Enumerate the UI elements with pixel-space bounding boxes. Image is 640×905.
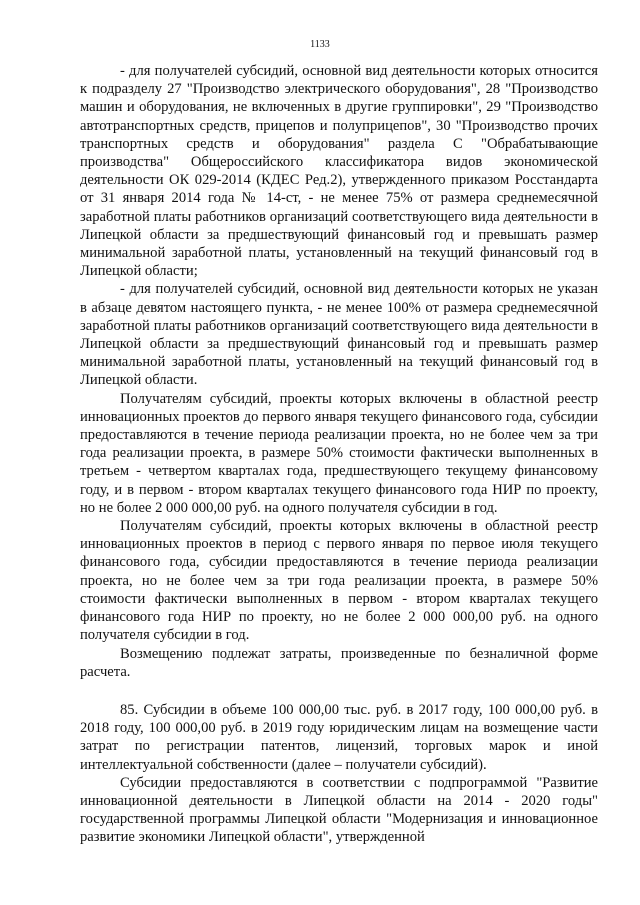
paragraph-subprogram: Субсидии предоставляются в соответствии с подпрограммой "Развитие инновационной деятельности в Липецкой области на 2014 - 2020 годы" государственной программы Липецкой области "Модернизация и инновационное развитие экономики Липецкой области", утвержденной (80, 774, 598, 846)
document-body (80, 62, 598, 847)
paragraph-subsidy-recipients-other: - для получателей субсидий, основной вид деятельности которых не указан в абзаце девятом настоящего пункта, - не менее 100% от размера среднемесячной заработной платы работников организаций соответствующего вида деятельности в Липецкой области за предшествующий финансовый год и превышать размер минимальной заработной платы, установленный на текущий финансовый год в Липецкой области. (80, 281, 598, 389)
paragraph-cashless-costs: Возмещению подлежат затраты, произведенные по безналичной форме расчета. (80, 645, 598, 680)
paragraph-projects-before-january: Получателям субсидий, проекты которых включены в областной реестр инновационных проектов до первого января текущего финансового года, субсидии предоставляются в течение периода реализации проекта, но не более чем за три года реализации проекта, в размере 50% стоимости фактически выполненных в третьем - четвертом кварталах года, предшествующего текущему финансовому году, и в первом - втором кварталах текущего финансового года НИР по проекту, но не более 2 000 000,00 руб. на одного получателя субсидии в год. (80, 390, 598, 516)
section-gap (80, 681, 598, 701)
paragraph-projects-january-july: Получателям субсидий, проекты которых включены в областной реестр инновационных проектов в период с первого января по первое июля текущего финансового года, субсидии предоставляются в течение периода реализации проекта, но не более чем за три года реализации проекта, в размере 50% стоимости фактически выполненных в первом - втором кварталах текущего финансового года НИР по проекту, но не более 2 000 000,00 руб. на одного получателя субсидии в год. (80, 518, 598, 644)
paragraph-item-85: 85. Субсидии в объеме 100 000,00 тыс. руб. в 2017 году, 100 000,00 руб. в 2018 году, 100 000,00 руб. в 2019 году юридическим лицам на возмещение части затрат по регистрации патентов, лицензий, торговых марок и иной интеллектуальной собственности (далее – получатели субсидий). (80, 701, 598, 773)
paragraph-subsidy-recipients-sections: - для получателей субсидий, основной вид деятельности которых относится к подразделу 27 "Производство электрического оборудования", 28 "Производство машин и оборудования, не включенных в другие группировки", 29 "Производство автотранспортных средств, прицепов и полуприцепов", 30 "Производство прочих транспортных средств и оборудования" раздела C "Обрабатывающие производства" Общероссийского классификатора видов экономической деятельности ОК 029-2014 (КДЕС Ред.2), утвержденного приказом Росстандарта от 31 января 2014 года № 14-ст, - не менее 75% от размера среднемесячной заработной платы работников организаций соответствующего вида деятельности в Липецкой области за предшествующий финансовый год и превышать размер минимальной заработной платы, установленный на текущий финансовый год в Липецкой области; (80, 63, 598, 280)
page-number: 1133 (310, 39, 330, 50)
